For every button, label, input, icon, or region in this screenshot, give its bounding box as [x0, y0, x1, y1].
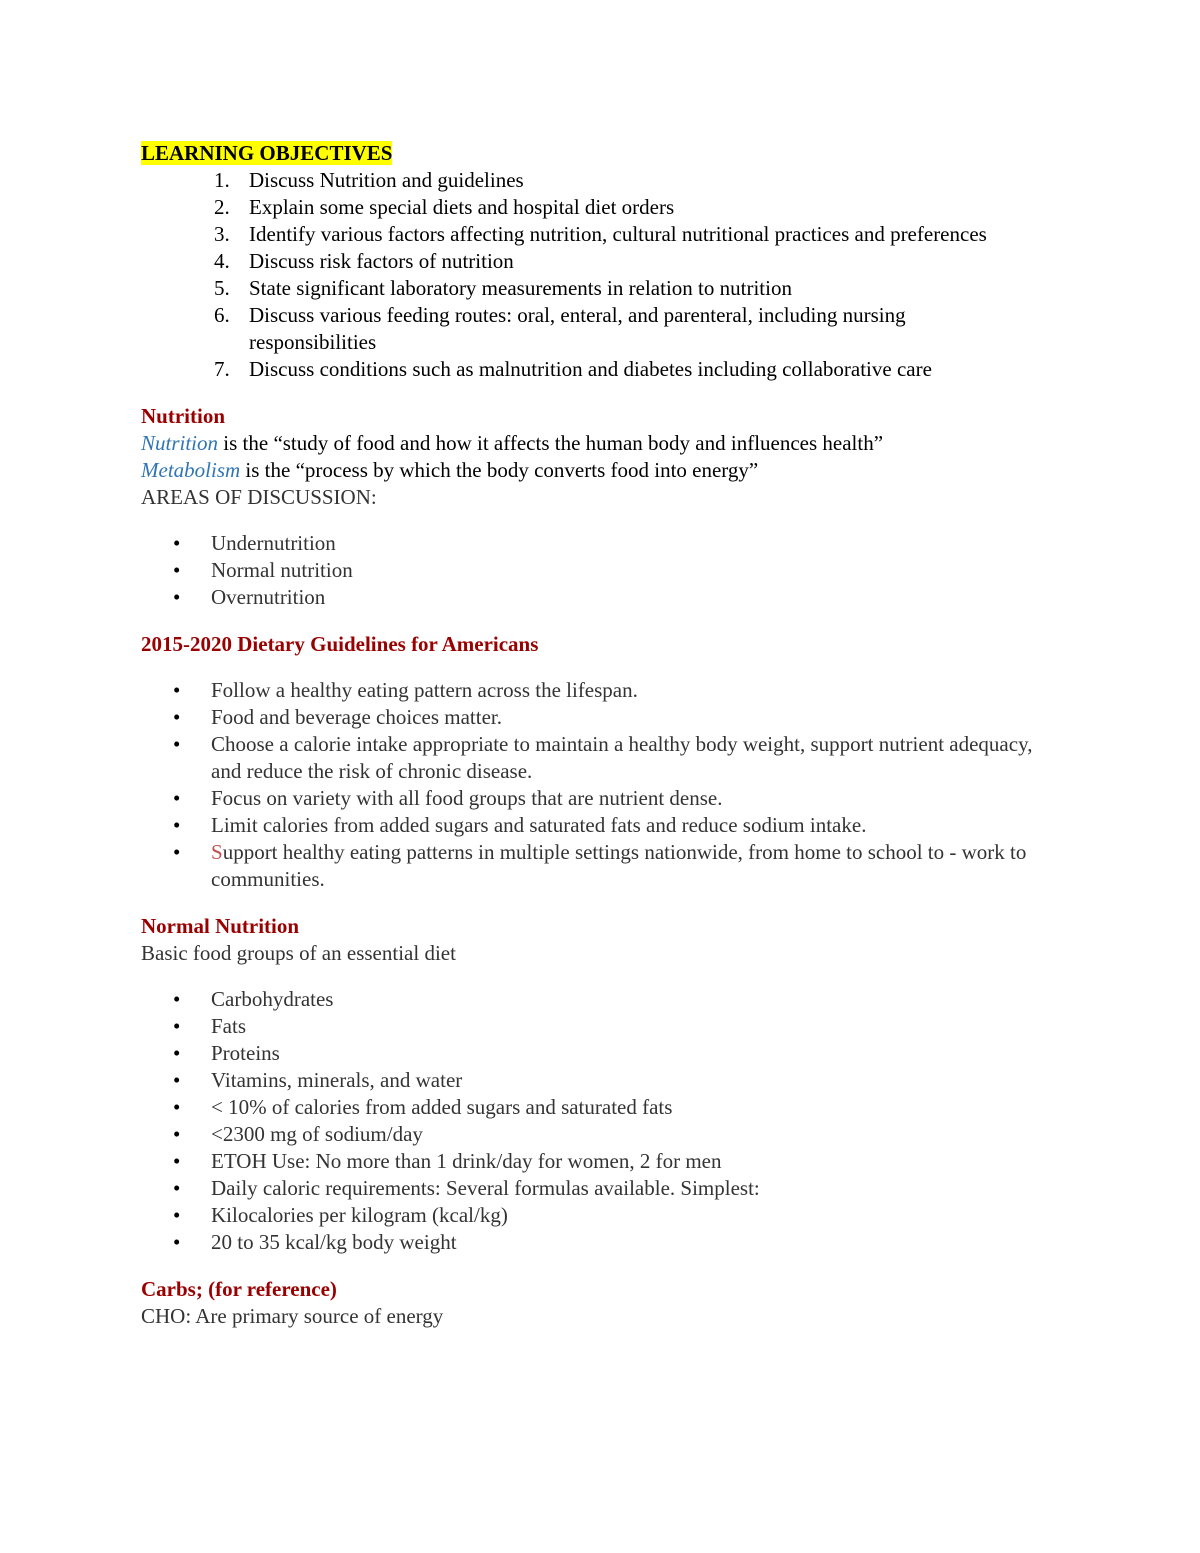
list-item — [141, 704, 1061, 731]
list-text: Discuss various feeding routes: oral, enteral, and parenteral, including nursing responsibilities — [249, 303, 906, 354]
list-text: Daily caloric requirements: Several formulas available. Simplest: — [211, 1176, 760, 1200]
list-item — [141, 1229, 1061, 1256]
nutrition-term: Nutrition — [141, 431, 219, 455]
objectives-list — [141, 167, 1061, 383]
bullet-icon: • — [173, 1203, 181, 1227]
carbs-line: CHO: Are primary source of energy — [141, 1304, 444, 1328]
list-text: ETOH Use: No more than 1 drink/day for women, 2 for men — [211, 1149, 722, 1173]
list-item — [141, 1202, 1061, 1229]
list-text: Carbohydrates — [211, 987, 334, 1011]
list-text: Limit calories from added sugars and saturated fats and reduce sodium intake. — [211, 813, 867, 837]
areas-list — [141, 530, 1061, 611]
bullet-icon: • — [173, 840, 181, 864]
bullet-icon: • — [173, 678, 181, 702]
areas-label: AREAS OF DISCUSSION: — [141, 485, 377, 509]
list-text: 20 to 35 kcal/kg body weight — [211, 1230, 457, 1254]
bullet-icon: • — [173, 585, 181, 609]
list-text: Explain some special diets and hospital diet orders — [249, 195, 675, 219]
bullet-icon: • — [173, 1230, 181, 1254]
objectives-heading-line — [141, 140, 1061, 167]
list-text: Discuss risk factors of nutrition — [249, 249, 514, 273]
bullet-icon: • — [173, 1176, 181, 1200]
bullet-icon: • — [173, 558, 181, 582]
nutrition-definition — [141, 430, 1061, 457]
list-item — [141, 248, 1061, 275]
list-item — [141, 356, 1061, 383]
list-text: < 10% of calories from added sugars and saturated fats — [211, 1095, 673, 1119]
bullet-icon: • — [173, 1068, 181, 1092]
bullet-icon: • — [173, 1122, 181, 1146]
carbs-heading: Carbs; (for reference) — [141, 1277, 337, 1301]
bullet-icon: • — [173, 531, 181, 555]
list-item — [141, 731, 1061, 785]
objectives-heading: LEARNING OBJECTIVES — [141, 141, 393, 165]
list-text: <2300 mg of sodium/day — [211, 1122, 423, 1146]
metabolism-term: Metabolism — [141, 458, 241, 482]
list-item — [141, 812, 1061, 839]
list-text: Identify various factors affecting nutrition, cultural nutritional practices and preferences — [249, 222, 987, 246]
list-text: Food and beverage choices matter. — [211, 705, 502, 729]
normal-nutrition-intro: Basic food groups of an essential diet — [141, 941, 456, 965]
bullet-icon: • — [173, 705, 181, 729]
definition-text: is the “process by which the body converts food into energy” — [240, 458, 759, 482]
bullet-icon: • — [173, 1041, 181, 1065]
list-text: Proteins — [211, 1041, 280, 1065]
list-number: 2. — [214, 195, 230, 219]
list-number: 5. — [214, 276, 230, 300]
bullet-icon: • — [173, 732, 181, 756]
list-text: Normal nutrition — [211, 558, 353, 582]
bullet-icon: • — [173, 987, 181, 1011]
list-item — [141, 584, 1061, 611]
list-item — [141, 167, 1061, 194]
list-text: Discuss conditions such as malnutrition and diabetes including collaborative care — [249, 357, 932, 381]
bullet-icon: • — [173, 1014, 181, 1038]
bullet-icon: • — [173, 1095, 181, 1119]
list-item — [141, 1040, 1061, 1067]
list-item — [141, 221, 1061, 248]
food-groups-list — [141, 986, 1061, 1256]
list-text: State significant laboratory measurements in relation to nutrition — [249, 276, 792, 300]
list-item — [141, 530, 1061, 557]
bullet-icon: • — [173, 813, 181, 837]
list-text: Overnutrition — [211, 585, 326, 609]
list-item — [141, 1121, 1061, 1148]
list-number: 7. — [214, 357, 230, 381]
list-item — [141, 275, 1061, 302]
highlighted-letter: S — [211, 840, 223, 864]
list-text — [211, 839, 1051, 893]
list-item — [141, 1094, 1061, 1121]
list-item — [141, 302, 1061, 356]
list-text: Focus on variety with all food groups that are nutrient dense. — [211, 786, 723, 810]
list-item — [141, 1175, 1061, 1202]
list-text: Discuss Nutrition and guidelines — [249, 168, 524, 192]
list-item — [141, 677, 1061, 704]
bullet-icon: • — [173, 1149, 181, 1173]
list-item — [141, 839, 1061, 893]
list-text: Undernutrition — [211, 531, 336, 555]
guidelines-heading: 2015-2020 Dietary Guidelines for Americans — [141, 632, 539, 656]
bullet-icon: • — [173, 786, 181, 810]
list-item — [141, 1013, 1061, 1040]
list-text: Kilocalories per kilogram (kcal/kg) — [211, 1203, 508, 1227]
list-text: Vitamins, minerals, and water — [211, 1068, 463, 1092]
list-text-rest: upport healthy eating patterns in multiple settings nationwide, from home to school to - work to communities. — [211, 840, 1027, 891]
list-item — [141, 785, 1061, 812]
guidelines-list — [141, 677, 1061, 893]
definition-text: is the “study of food and how it affects the human body and influences health” — [218, 431, 884, 455]
list-text: Choose a calorie intake appropriate to maintain a healthy body weight, support nutrient adequacy, and reduce the risk of chronic disease. — [211, 732, 1033, 783]
list-item — [141, 1148, 1061, 1175]
nutrition-heading: Nutrition — [141, 404, 225, 428]
list-item — [141, 557, 1061, 584]
metabolism-definition — [141, 457, 1061, 484]
list-number: 1. — [214, 168, 230, 192]
document-page — [141, 140, 1061, 1330]
list-number: 4. — [214, 249, 230, 273]
normal-nutrition-heading: Normal Nutrition — [141, 914, 300, 938]
list-text: Fats — [211, 1014, 247, 1038]
list-item — [141, 1067, 1061, 1094]
list-item — [141, 194, 1061, 221]
list-number: 6. — [214, 303, 230, 327]
list-number: 3. — [214, 222, 230, 246]
list-item — [141, 986, 1061, 1013]
list-text: Follow a healthy eating pattern across the lifespan. — [211, 678, 638, 702]
